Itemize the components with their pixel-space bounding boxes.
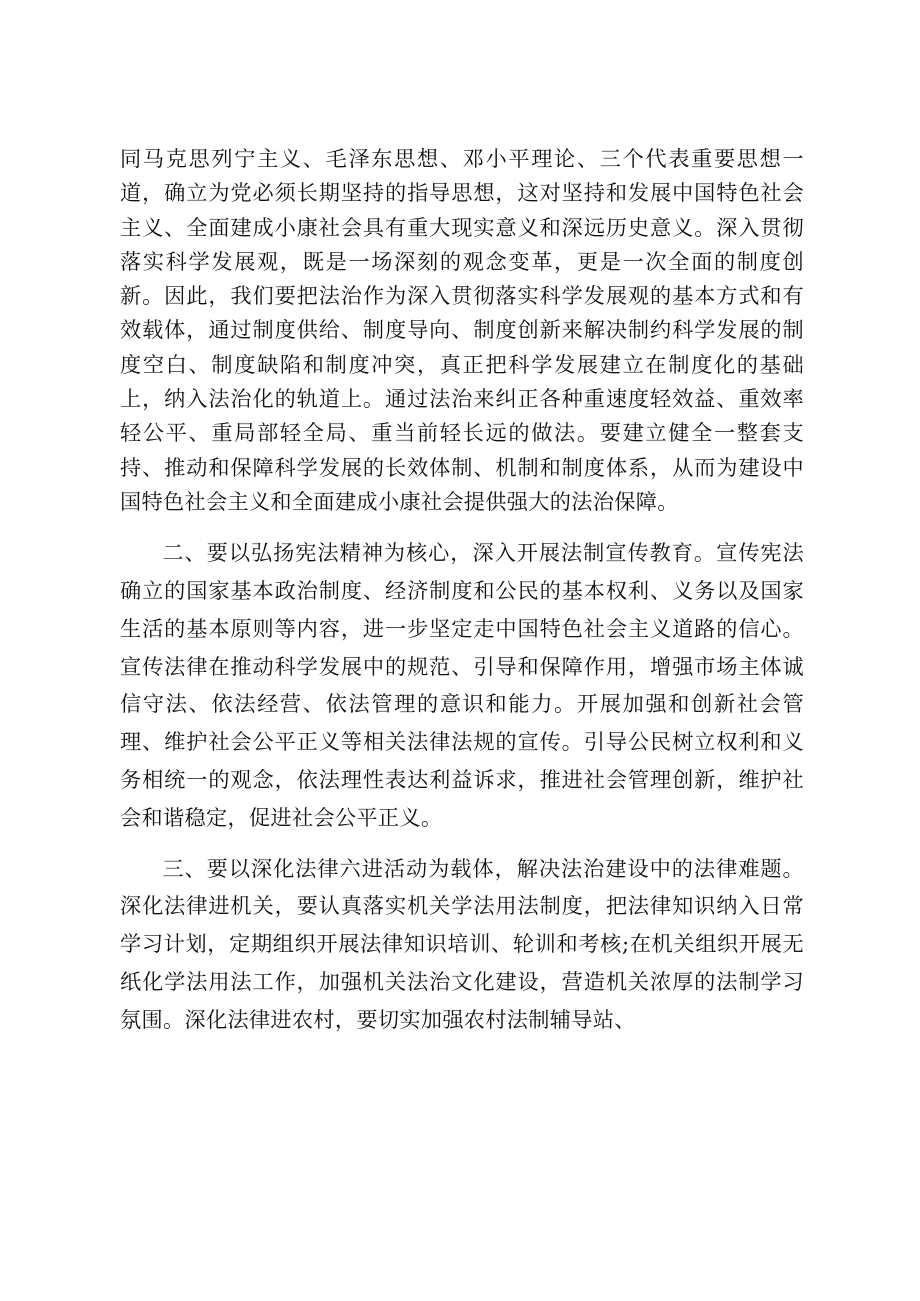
paragraph-section-two: 二、要以弘扬宪法精神为核心，深入开展法制宣传教育。宣传宪法确立的国家基本政治制度、经济制度和公民的基本权利、义务以及国家生活的基本原则等内容，进一步坚定走中国特色社会主义道路的信心。宣传法律在推动科学发展中的规范、引导和保障作用，增强市场主体诚信守法、依法经营、依法管理的意识和能力。开展加强和创新社会管理、维护社会公平正义等相关法律法规的宣传。引导公民树立权利和义务相统一的观念，依法理性表达利益诉求，推进社会管理创新，维护社会和谐稳定，促进社会公平正义。 [120,540,804,830]
document-body [120,142,804,1039]
paragraph-section-three: 三、要以深化法律六进活动为载体，解决法治建设中的法律难题。深化法律进机关，要认真落实机关学法用法制度，把法律知识纳入日常学习计划，定期组织开展法律知识培训、轮训和考核;在机关组织开展无纸化学法用法工作，加强机关法治文化建设，营造机关浓厚的法制学习氛围。深化法律进农村，要切实加强农村法制辅导站、 [120,855,804,1032]
paragraph-continuation: 同马克思列宁主义、毛泽东思想、邓小平理论、三个代表重要思想一道，确立为党必须长期坚持的指导思想，这对坚持和发展中国特色社会主义、全面建成小康社会具有重大现实意义和深远历史意义。深入贯彻落实科学发展观，既是一场深刻的观念变革，更是一次全面的制度创新。因此，我们要把法治作为深入贯彻落实科学发展观的基本方式和有效载体，通过制度供给、制度导向、制度创新来解决制约科学发展的制度空白、制度缺陷和制度冲突，真正把科学发展建立在制度化的基础上，纳入法治化的轨道上。通过法治来纠正各种重速度轻效益、重效率轻公平、重局部轻全局、重当前轻长远的做法。要建立健全一整套支持、推动和保障科学发展的长效体制、机制和制度体系，从而为建设中国特色社会主义和全面建成小康社会提供强大的法治保障。 [120,146,804,514]
